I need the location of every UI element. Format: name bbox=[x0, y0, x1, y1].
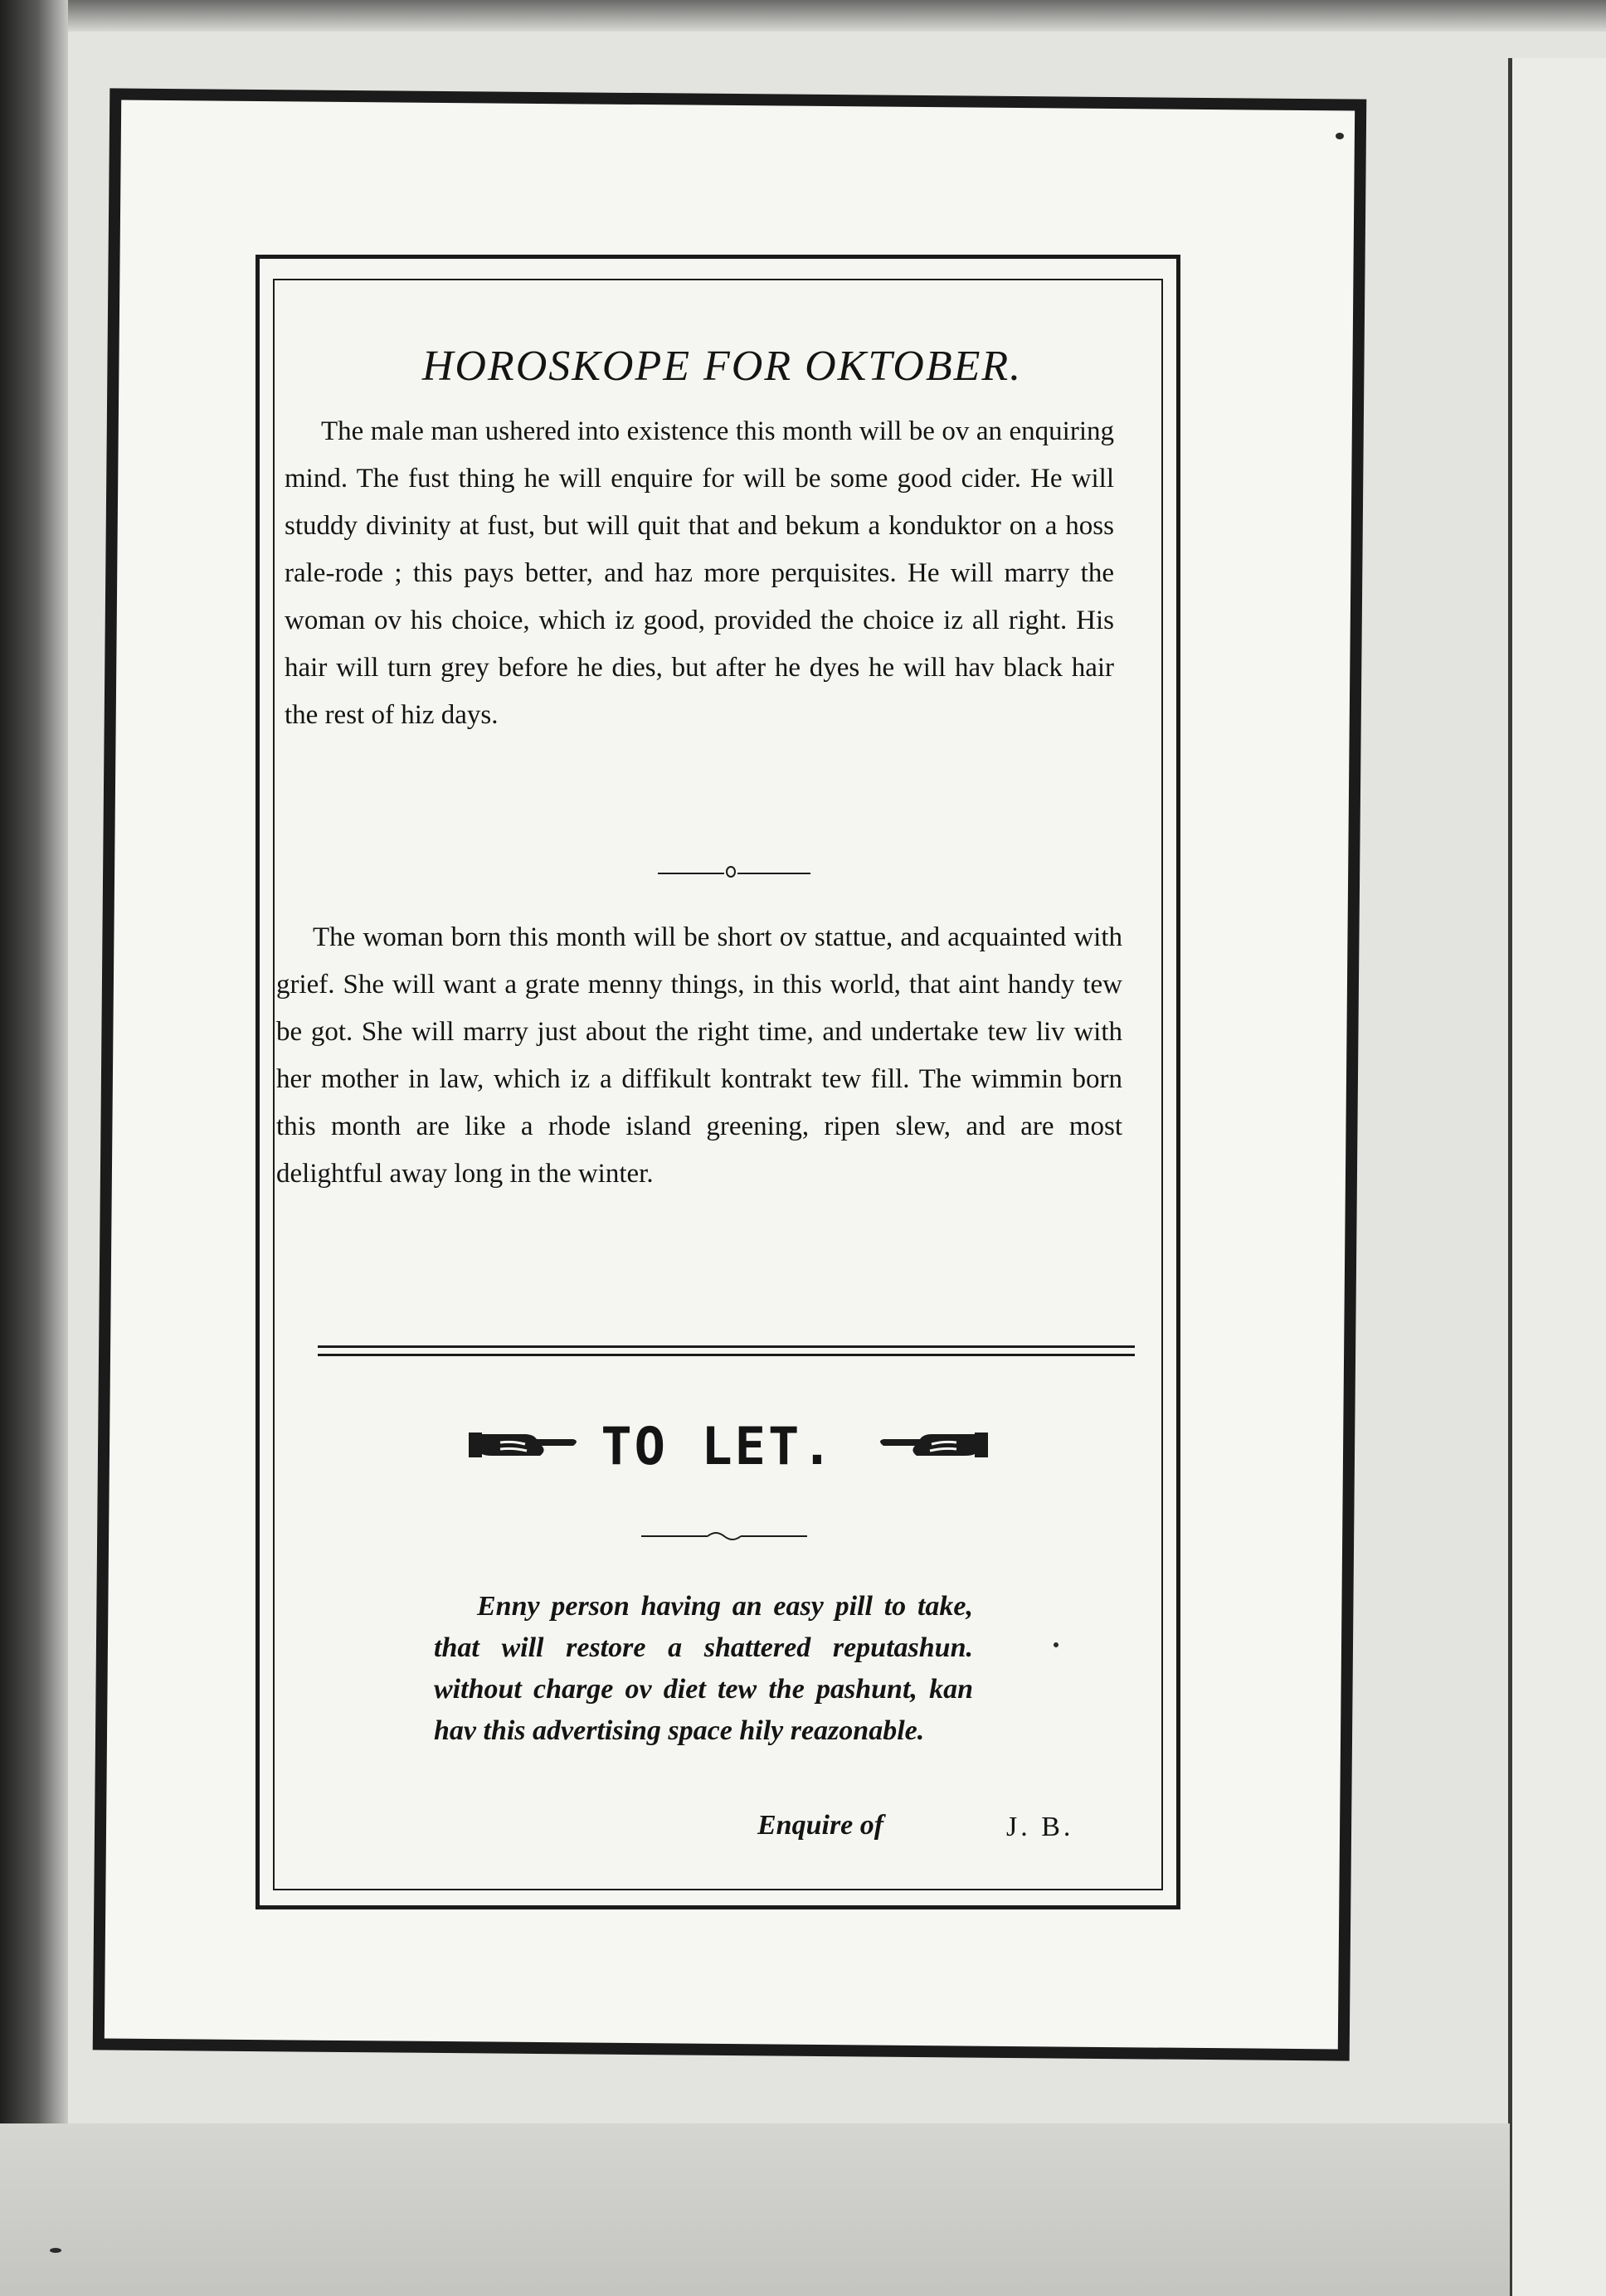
male-horoscope-paragraph: The male man ushered into existence this month will be ov an enquiring mind. The fust thing he will enquire for will be some good cider. He will studdy divinity at fust, but will quit that and bekum a konduktor on a hoss rale-rode ; this pays better, and haz more perquisites. He will marry the woman ov his choice, which iz good, provided the choice iz all right. His hair will turn grey before he dies, but after he dyes he will hav black hair the rest of hiz days. bbox=[285, 416, 1114, 730]
dust-speck bbox=[1336, 133, 1344, 139]
double-rule-bottom bbox=[318, 1354, 1135, 1356]
enquire-label: Enquire of bbox=[757, 1810, 884, 1841]
dust-speck bbox=[1054, 1642, 1058, 1647]
double-rule-top bbox=[318, 1345, 1135, 1348]
ornamental-rule bbox=[641, 1528, 807, 1544]
dust-speck bbox=[50, 2248, 61, 2253]
scan-bottom-edge bbox=[0, 2123, 1510, 2296]
pointing-hand-left-icon bbox=[874, 1424, 990, 1466]
female-horoscope-paragraph: The woman born this month will be short ov stattue, and acquainted with grief. She will want a grate menny things, in this world, that aint handy tew be got. She will marry just about the right time, and undertake tew liv with her mother in law, which iz a diffikult kontrakt tew fill. The wimmin born this month are like a rhode island greening, ripen slew, and are most delightful away long in the winter. bbox=[276, 922, 1122, 1189]
separator-line-right bbox=[737, 873, 810, 874]
facing-page-edge bbox=[1508, 58, 1606, 2296]
to-let-heading: TO LET. bbox=[601, 1416, 835, 1476]
page-title: HOROSKOPE FOR OKTOBER. bbox=[421, 343, 1023, 390]
almanac-panel bbox=[256, 255, 1180, 1909]
advert-body: Enny person having an easy pill to take, that will restore a shattered reputashun. without charge ov diet tew the pashunt, kan hav this advertising space hily reazonable. bbox=[434, 1591, 973, 1746]
advertiser-initials: J. B. bbox=[1006, 1812, 1074, 1842]
separator-circle bbox=[726, 866, 736, 878]
scan-left-edge bbox=[0, 0, 68, 2296]
scan-top-edge bbox=[0, 0, 1606, 32]
separator-line-left bbox=[658, 873, 724, 874]
